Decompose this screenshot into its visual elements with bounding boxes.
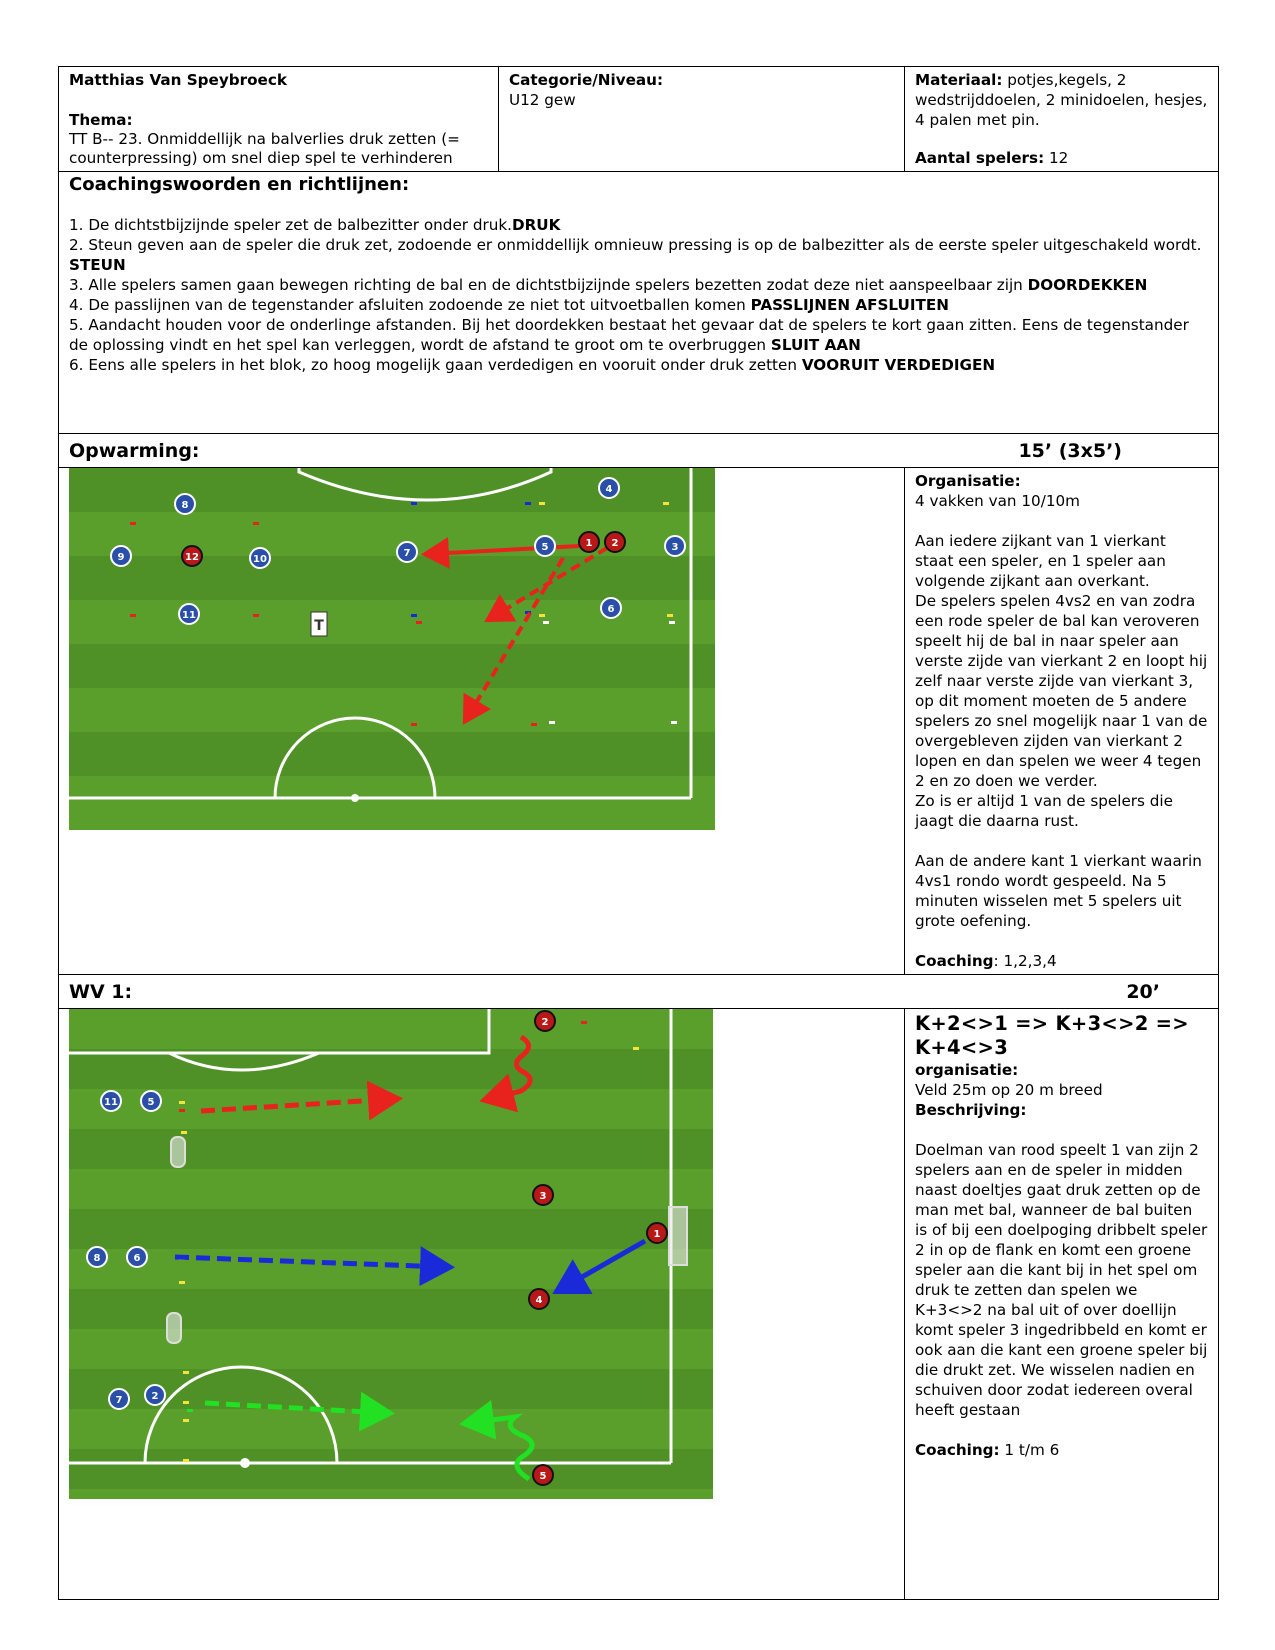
warmup-diagram-cell [59, 468, 905, 975]
wv1-description: Doelman van rood speelt 1 van zijn 2 spelers aan en de speler in midden naast doeltjes gaat druk zetten op de man met bal, wanneer de bal buiten is of bij een doelpoging dribbelt speler 2 in op de flank en komt een groene speler aan die kant bij in het spel om druk te zetten dan spelen we K+3<>2 na bal uit of over doellijn komt speler 3 ingedribbeld en komt er ook aan die kant een groene speler bij die drukt zet. We wisselen nadien en schuiven door zodat iedereen overal heeft gestaan [915, 1141, 1208, 1419]
center-spot [351, 794, 359, 802]
svg-text:2: 2 [611, 538, 619, 549]
svg-text:5: 5 [541, 542, 549, 553]
spelers-value: 12 [1044, 149, 1069, 167]
warmup-p1: Aan iedere zijkant van 1 vierkant staat een speler, en 1 speler aan volgende zijkant aan overkant. [915, 532, 1166, 590]
warmup-org-label: Organisatie: [915, 472, 1021, 490]
categorie-label: Categorie/Niveau: [509, 71, 664, 89]
wv1-blue-player-2 [145, 1385, 165, 1405]
categorie-cell [499, 67, 905, 172]
warmup-header [59, 434, 1219, 468]
warmup-blue-player-4 [599, 478, 619, 498]
warmup-blue-player-10 [250, 548, 270, 568]
thema-text: TT B-- 23. Onmiddellijk na balverlies druk zetten (= counterpressing) om snel diep spel te verhinderen [69, 130, 460, 167]
coaching-item-1: 1. De dichtstbijzijnde speler zet de balbezitter onder druk.DRUK [69, 216, 561, 234]
wv1-blue-player-8 [87, 1247, 107, 1267]
session-sheet [58, 66, 1218, 1600]
warmup-p3: Zo is er altijd 1 van de spelers die jaagt die daarna rust. [915, 792, 1173, 830]
svg-text:11: 11 [104, 1097, 118, 1108]
warmup-pitch [59, 468, 725, 886]
coaching-list [69, 215, 1208, 375]
coaching-item-6: 6. Eens alle spelers in het blok, zo hoog mogelijk gaan verdedigen en vooruit onder druk zetten VOORUIT VERDEDIGEN [69, 356, 996, 374]
svg-text:3: 3 [671, 542, 679, 553]
warmup-blue-player-5 [535, 536, 555, 556]
coaching-title: Coachingswoorden en richtlijnen: [69, 174, 410, 195]
warmup-coach-label: Coaching [915, 952, 994, 970]
svg-text:9: 9 [117, 552, 125, 563]
svg-text:11: 11 [182, 610, 196, 621]
svg-text:10: 10 [253, 554, 267, 565]
wv1-org-label: organisatie: [915, 1061, 1019, 1079]
wv1-org-value: Veld 25m op 20 m breed [915, 1081, 1103, 1099]
warmup-title: Opwarming: [69, 439, 200, 462]
categorie-value: U12 gew [509, 91, 576, 109]
materiaal-label: Materiaal: [915, 71, 1003, 89]
wv1-header [59, 975, 1219, 1009]
coaching-item-5: 5. Aandacht houden voor de onderlinge afstanden. Bij het doordekken bestaat het gevaar dat de spelers te kort gaan zitten. Eens de tegenstander de oplossing vindt en het spel kan verleggen, wordt de afstand te groot om te overbruggen SLUIT AAN [69, 316, 1189, 354]
wv1-coach-value: 1 t/m 6 [999, 1441, 1060, 1459]
wv1-pitch [59, 1009, 725, 1599]
warmup-duration: 15’ (3x5’) [1018, 439, 1122, 462]
warmup-red-player-2 [605, 532, 625, 552]
warmup-trainer [311, 612, 327, 636]
wv1-blue-player-11 [101, 1091, 121, 1111]
wv1-text-cell [905, 1009, 1219, 1600]
wv1-duration: 20’ [1126, 980, 1160, 1003]
svg-text:8: 8 [181, 500, 189, 511]
wv1-red-player-5 [533, 1465, 553, 1485]
wv1-desc-label: Beschrijving: [915, 1101, 1027, 1119]
warmup-blue-player-9 [111, 546, 131, 566]
spelers-label: Aantal spelers: [915, 149, 1045, 167]
session-table [58, 66, 1219, 1600]
wv1-blue-player-5 [141, 1091, 161, 1111]
trainer-marker: T [314, 618, 324, 634]
materiaal-cell [905, 67, 1219, 172]
wv1-center-spot [240, 1458, 250, 1468]
svg-text:2: 2 [541, 1017, 549, 1028]
wv1-red-player-3 [533, 1185, 553, 1205]
warmup-blue-player-6 [601, 598, 621, 618]
materiaal-value: potjes,kegels, 2 wedstrijddoelen, 2 minidoelen, hesjes, 4 palen met pin. [915, 71, 1208, 129]
svg-text:7: 7 [115, 1395, 123, 1406]
warmup-text-cell [905, 468, 1219, 975]
svg-text:7: 7 [403, 548, 411, 559]
wv1-red-player-1 [647, 1223, 667, 1243]
svg-text:5: 5 [147, 1097, 155, 1108]
coaching-item-2: 2. Steun geven aan de speler die druk zet, zodoende er onmiddellijk omnieuw pressing is op de balbezitter als de eerste speler uitgeschakeld wordt. STEUN [69, 236, 1202, 274]
warmup-blue-player-7 [397, 542, 417, 562]
wv1-red-player-4 [529, 1289, 549, 1309]
svg-text:2: 2 [151, 1391, 159, 1402]
warmup-blue-player-3 [665, 536, 685, 556]
author-name: Matthias Van Speybroeck [69, 71, 287, 89]
warmup-p2: De spelers spelen 4vs2 en van zodra een rode speler de bal kan veroveren speelt hij de bal in naar speler aan verste zijde van vierkant 2 en loopt hij zelf naar verste zijde van vierkant 3, op dit moment moeten de 5 andere spelers zo snel mogelijk naar 1 van de overgebleven zijden van vierkant 2 lopen en dan spelen we weer 4 tegen 2 en zo doen we verder. [915, 592, 1208, 790]
coaching-item-4: 4. De passlijnen van de tegenstander afsluiten zodoende ze niet tot uitvoetballen komen PASSLIJNEN AFSLUITEN [69, 296, 949, 314]
svg-text:4: 4 [605, 484, 613, 495]
warmup-p4: Aan de andere kant 1 vierkant waarin 4vs1 rondo wordt gespeeld. Na 5 minuten wisselen met 5 spelers uit grote oefening. [915, 852, 1202, 930]
svg-text:3: 3 [539, 1191, 547, 1202]
author-cell [59, 67, 499, 172]
wv1-blue-player-6 [127, 1247, 147, 1267]
wv1-grass [69, 1009, 713, 1499]
mini-goal-top [171, 1137, 185, 1167]
mini-goal-bottom [167, 1313, 181, 1343]
svg-text:6: 6 [607, 604, 615, 615]
svg-text:5: 5 [539, 1471, 547, 1482]
warmup-red-player-1 [579, 532, 599, 552]
svg-text:12: 12 [185, 552, 199, 563]
svg-text:4: 4 [535, 1295, 543, 1306]
coaching-item-3: 3. Alle spelers samen gaan bewegen richting de bal en de dichtstbijzijnde spelers bezetten zodat deze niet aanspeelbaar zijn DOORDEKKEN [69, 276, 1148, 294]
svg-text:6: 6 [133, 1253, 141, 1264]
warmup-blue-player-8 [175, 494, 195, 514]
wv1-title: WV 1: [69, 980, 133, 1003]
svg-text:1: 1 [653, 1229, 661, 1240]
thema-label: Thema: [69, 111, 133, 129]
warmup-grass [69, 468, 715, 830]
coaching-cell [59, 172, 1219, 434]
warmup-blue-player-11 [179, 604, 199, 624]
main-goal [669, 1207, 687, 1265]
svg-text:8: 8 [93, 1253, 101, 1264]
warmup-org-value: 4 vakken van 10/10m [915, 492, 1080, 510]
wv1-red-player-2 [535, 1011, 555, 1031]
warmup-coach-value: : 1,2,3,4 [993, 952, 1057, 970]
wv1-diagram-cell [59, 1009, 905, 1600]
warmup-red-player-12 [182, 546, 202, 566]
svg-text:1: 1 [585, 538, 593, 549]
wv1-blue-player-7 [109, 1389, 129, 1409]
wv1-heading: K+2<>1 => K+3<>2 => K+4<>3 [915, 1012, 1189, 1059]
wv1-coach-label: Coaching: [915, 1441, 1000, 1459]
